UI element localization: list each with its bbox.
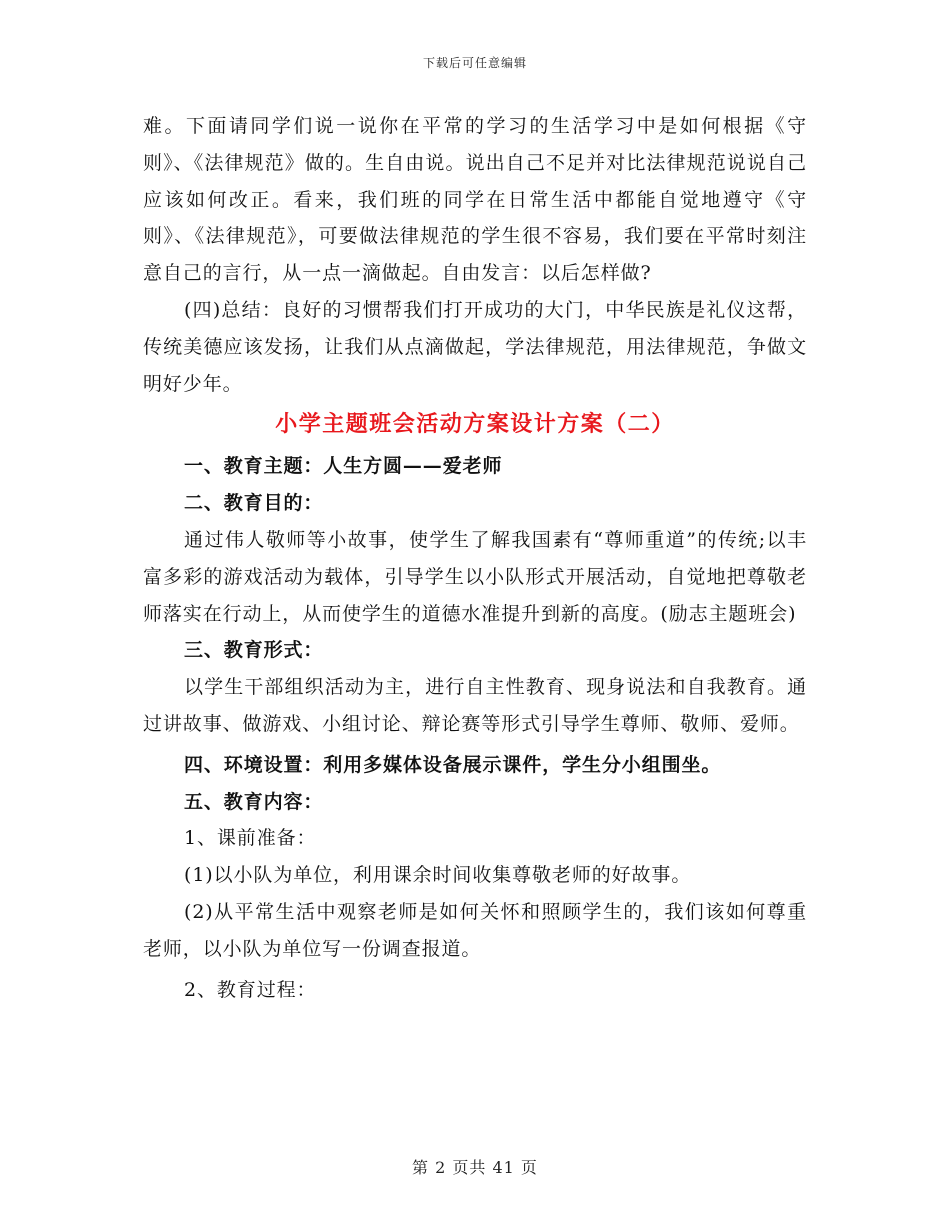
page-header: 下载后可任意编辑 [422, 56, 527, 70]
paragraph-purpose: 通过伟人敬师等小故事，使学生了解我国素有“尊师重道”的传统;以丰富多彩的游戏活动为载体，引导学生以小队形式开展活动，自觉地把尊敬老师落实在行动上，从而使学生的道德水准提升到新的高度。(励志主题班会) [143, 528, 807, 625]
document-body [143, 108, 807, 1008]
section-title: 小学主题班会活动方案设计方案（二） [275, 411, 675, 438]
heading-content: 五、教育内容： [184, 790, 324, 813]
heading-theme: 一、教育主题：人生方圆——爱老师 [184, 455, 503, 478]
paragraph-form: 以学生干部组织活动为主，进行自主性教育、现身说法和自我教育。通过讲故事、做游戏、小组讨论、辩论赛等形式引导学生尊师、敬师、爱师。 [143, 676, 807, 735]
paragraph-summary: (四)总结：良好的习惯帮我们打开成功的大门，中华民族是礼仪这帮，传统美德应该发扬，让我们从点滴做起，学法律规范，用法律规范，争做文明好少年。 [143, 298, 807, 395]
paragraph-preparation: 1、课前准备： [184, 827, 317, 850]
heading-form: 三、教育形式： [184, 639, 324, 662]
page-footer: 第 2 页共 41 页 [412, 1158, 538, 1177]
heading-environment: 四、环境设置：利用多媒体设备展示课件，学生分小组围坐。 [184, 753, 722, 776]
paragraph-process: 2、教育过程： [184, 978, 317, 1001]
heading-purpose: 二、教育目的： [184, 492, 324, 515]
paragraph-item-1: (1)以小队为单位，利用课余时间收集尊敬老师的好故事。 [184, 864, 692, 887]
paragraph-item-2: (2)从平常生活中观察老师是如何关怀和照顾学生的，我们该如何尊重老师，以小队为单位写一份调查报道。 [143, 900, 807, 960]
paragraph-continuation: 难。下面请同学们说一说你在平常的学习的生活学习中是如何根据《守则》、《法律规范》做的。生自由说。说出自己不足并对比法律规范说说自己应该如何改正。看来，我们班的同学在日常生活中都能自觉地遵守《守则》、《法律规范》，可要做法律规范的学生很不容易，我们要在平常时刻注意自己的言行，从一点一滴做起。自由发言：以后怎样做? [143, 115, 807, 285]
